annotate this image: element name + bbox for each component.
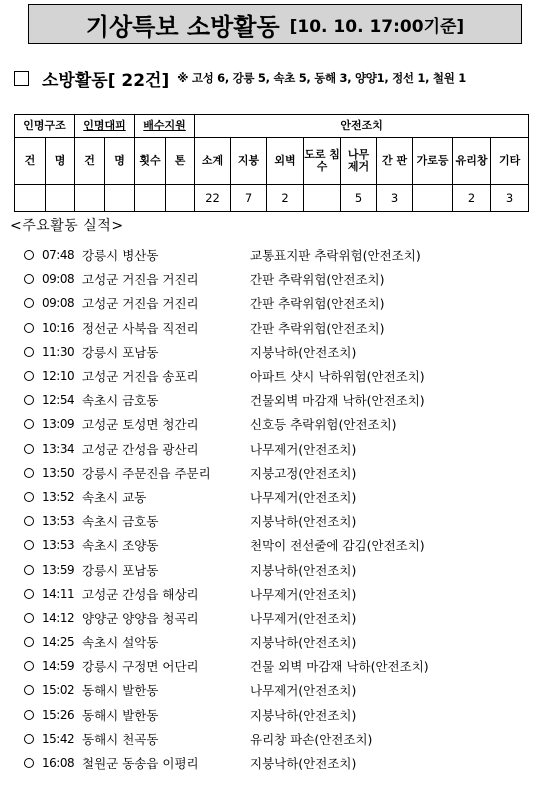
activity-time: 13:09 — [42, 417, 75, 432]
column-header: 소계 — [195, 138, 231, 185]
activity-place: 속초시 조양동 — [82, 538, 159, 554]
table-cell — [304, 185, 341, 212]
circle-bullet-icon — [24, 661, 34, 671]
activity-description: 유리창 파손(안전조치) — [250, 731, 373, 747]
circle-bullet-icon — [24, 516, 34, 526]
activity-time: 15:26 — [42, 707, 75, 722]
circle-bullet-icon — [24, 565, 34, 575]
activity-time: 12:54 — [42, 393, 75, 408]
circle-bullet-icon — [24, 419, 34, 429]
group-drainage: 배수지원 — [135, 115, 195, 138]
group-evacuation: 인명대피 — [75, 115, 135, 138]
column-header: 건 — [15, 138, 46, 185]
column-header: 간 판 — [377, 138, 413, 185]
circle-bullet-icon — [24, 734, 34, 744]
activity-place: 고성군 거진읍 거진리 — [82, 272, 199, 288]
column-header: 지붕 — [231, 138, 267, 185]
section-heading: 소방활동[ 22건] — [42, 70, 170, 91]
activity-place: 속초시 금호동 — [82, 514, 159, 530]
column-header: 명 — [46, 138, 75, 185]
circle-bullet-icon — [24, 492, 34, 502]
activity-time: 14:12 — [42, 610, 75, 625]
table-cell — [15, 185, 46, 212]
section-note: ※ 고성 6, 강릉 5, 속초 5, 동해 3, 양양1, 정선 1, 철원 1 — [177, 71, 466, 85]
activity-place: 고성군 토성면 청간리 — [82, 417, 199, 433]
activity-description: 지붕낙하(안전조치) — [250, 707, 357, 723]
column-header: 기타 — [491, 138, 529, 185]
circle-bullet-icon — [24, 347, 34, 357]
list-item — [24, 509, 534, 533]
list-item — [24, 243, 534, 267]
table-cell: 7 — [231, 185, 267, 212]
circle-bullet-icon — [24, 589, 34, 599]
list-item — [24, 557, 534, 581]
circle-bullet-icon — [24, 250, 34, 260]
activity-description: 간판 추락위험(안전조치) — [250, 296, 385, 312]
activity-description: 지붕낙하(안전조치) — [250, 344, 357, 360]
list-item — [24, 678, 534, 702]
checkbox-icon — [14, 71, 29, 86]
activity-description: 지붕낙하(안전조치) — [250, 635, 357, 651]
activity-place: 고성군 거진읍 거진리 — [82, 296, 199, 312]
activity-place: 정선군 사북읍 직전리 — [82, 320, 199, 336]
activity-time: 15:02 — [42, 683, 75, 698]
activity-time: 16:08 — [42, 756, 75, 771]
circle-bullet-icon — [24, 710, 34, 720]
circle-bullet-icon — [24, 395, 34, 405]
activity-time: 07:48 — [42, 248, 75, 263]
activity-place: 강릉시 포남동 — [82, 562, 159, 578]
list-item — [24, 461, 534, 485]
list-item — [24, 654, 534, 678]
activity-time: 13:59 — [42, 562, 75, 577]
table-cell: 2 — [453, 185, 491, 212]
list-item — [24, 388, 534, 412]
circle-bullet-icon — [24, 613, 34, 623]
activity-time: 13:53 — [42, 538, 75, 553]
list-item — [24, 703, 534, 727]
activity-time: 11:30 — [42, 344, 75, 359]
activity-place: 강릉시 주문진읍 주문리 — [82, 465, 211, 481]
column-header: 나무 제거 — [341, 138, 377, 185]
report-title: 기상특보 소방활동 — [85, 12, 280, 41]
activity-place: 속초시 설악동 — [82, 635, 159, 651]
section-header — [14, 66, 544, 90]
activity-description: 나무제거(안전조치) — [250, 586, 357, 602]
activity-time: 10:16 — [42, 320, 75, 335]
circle-bullet-icon — [24, 371, 34, 381]
activity-description: 지붕고정(안전조치) — [250, 465, 357, 481]
activity-description: 신호등 추락위험(안전조치) — [250, 417, 397, 433]
circle-bullet-icon — [24, 540, 34, 550]
activity-stats-table — [14, 114, 529, 212]
circle-bullet-icon — [24, 758, 34, 768]
activity-description: 지붕낙하(안전조치) — [250, 756, 357, 772]
list-item — [24, 533, 534, 557]
list-item — [24, 727, 534, 751]
activity-place: 동해시 천곡동 — [82, 731, 159, 747]
activity-place: 양양군 양양읍 청곡리 — [82, 610, 199, 626]
activity-place: 동해시 발한동 — [82, 707, 159, 723]
activity-place: 강릉시 병산동 — [82, 248, 159, 264]
activity-place: 동해시 발한동 — [82, 683, 159, 699]
column-header: 명 — [105, 138, 135, 185]
circle-bullet-icon — [24, 274, 34, 284]
group-safety: 안전조치 — [195, 115, 529, 138]
activity-description: 건물 외벽 마감재 낙하(안전조치) — [250, 659, 429, 675]
activity-description: 나무제거(안전조치) — [250, 489, 357, 505]
activity-time: 12:10 — [42, 369, 75, 384]
list-item — [24, 364, 534, 388]
table-cell — [413, 185, 453, 212]
list-item — [24, 412, 534, 436]
column-header: 외벽 — [267, 138, 304, 185]
table-cell — [166, 185, 195, 212]
list-item — [24, 485, 534, 509]
activity-description: 지붕낙하(안전조치) — [250, 562, 357, 578]
table-cell: 5 — [341, 185, 377, 212]
activity-description: 천막이 전선줄에 감김(안전조치) — [250, 538, 425, 554]
table-cell: 3 — [377, 185, 413, 212]
activity-description: 나무제거(안전조치) — [250, 683, 357, 699]
table-cell — [75, 185, 105, 212]
activity-time: 09:08 — [42, 296, 75, 311]
activity-place: 고성군 간성읍 광산리 — [82, 441, 199, 457]
list-item — [24, 582, 534, 606]
list-item — [24, 340, 534, 364]
activity-time: 15:42 — [42, 731, 75, 746]
activity-description: 나무제거(안전조치) — [250, 441, 357, 457]
list-item — [24, 630, 534, 654]
activity-list — [24, 243, 534, 775]
activity-time: 14:59 — [42, 659, 75, 674]
list-item — [24, 751, 534, 775]
report-date: [10. 10. 17:00기준] — [289, 16, 465, 37]
table-cell — [46, 185, 75, 212]
activity-time: 13:52 — [42, 489, 75, 504]
table-cell: 22 — [195, 185, 231, 212]
activity-time: 14:25 — [42, 635, 75, 650]
list-item — [24, 291, 534, 315]
activity-description: 교통표지판 추락위험(안전조치) — [250, 248, 421, 264]
activity-place: 고성군 거진읍 송포리 — [82, 369, 199, 385]
circle-bullet-icon — [24, 298, 34, 308]
circle-bullet-icon — [24, 323, 34, 333]
activity-time: 13:53 — [42, 514, 75, 529]
activity-time: 13:50 — [42, 465, 75, 480]
column-header: 유리창 — [453, 138, 491, 185]
activity-description: 건물외벽 마감재 낙하(안전조치) — [250, 393, 425, 409]
column-header: 도로 침수 — [304, 138, 341, 185]
column-header: 톤 — [166, 138, 195, 185]
column-header: 건 — [75, 138, 105, 185]
activity-place: 속초시 금호동 — [82, 393, 159, 409]
activity-time: 13:34 — [42, 441, 75, 456]
activity-place: 강릉시 구정면 어단리 — [82, 659, 199, 675]
activity-description: 간판 추락위험(안전조치) — [250, 272, 385, 288]
table-cell — [135, 185, 166, 212]
list-item — [24, 316, 534, 340]
activity-place: 강릉시 포남동 — [82, 344, 159, 360]
circle-bullet-icon — [24, 444, 34, 454]
circle-bullet-icon — [24, 468, 34, 478]
activity-place: 고성군 간성읍 해상리 — [82, 586, 199, 602]
report-title-box — [28, 4, 522, 44]
activity-place: 철원군 동송읍 이평리 — [82, 756, 199, 772]
list-item — [24, 267, 534, 291]
table-cell — [105, 185, 135, 212]
table-cell: 2 — [267, 185, 304, 212]
activity-description: 나무제거(안전조치) — [250, 610, 357, 626]
list-item — [24, 437, 534, 461]
activity-time: 09:08 — [42, 272, 75, 287]
column-header: 가로등 — [413, 138, 453, 185]
activity-description: 지붕낙하(안전조치) — [250, 514, 357, 530]
activity-description: 아파트 샷시 낙하위험(안전조치) — [250, 369, 425, 385]
group-rescue: 인명구조 — [15, 115, 75, 138]
circle-bullet-icon — [24, 685, 34, 695]
list-item — [24, 606, 534, 630]
activity-subtitle: <주요활동 실적> — [10, 218, 124, 234]
activity-time: 14:11 — [42, 586, 75, 601]
circle-bullet-icon — [24, 637, 34, 647]
table-cell: 3 — [491, 185, 529, 212]
column-header: 횟수 — [135, 138, 166, 185]
activity-place: 속초시 교동 — [82, 489, 147, 505]
activity-description: 간판 추락위험(안전조치) — [250, 320, 385, 336]
